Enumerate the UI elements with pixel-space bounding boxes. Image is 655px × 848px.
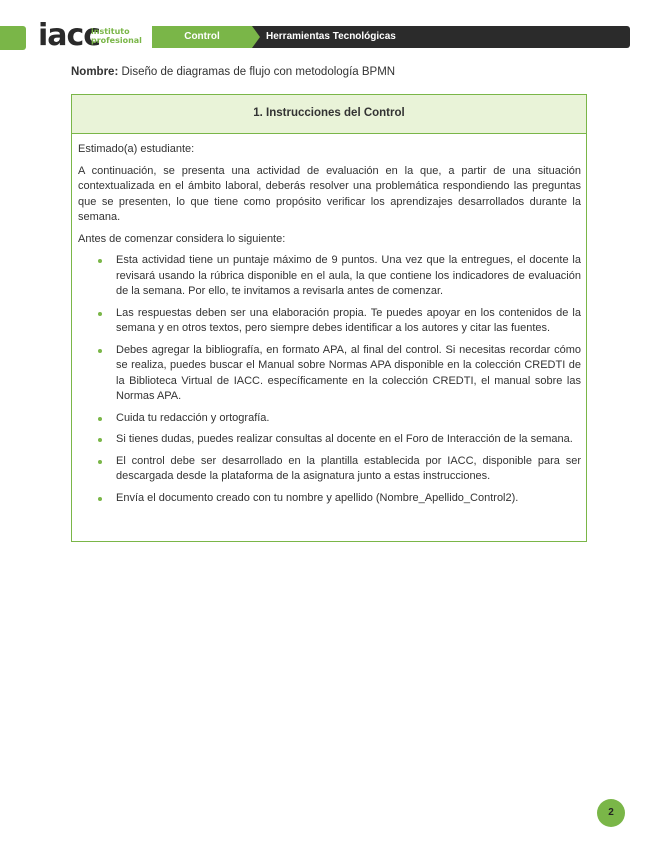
page-number-badge: 2 xyxy=(597,799,625,827)
logo-wordmark: iacc xyxy=(38,18,101,53)
nombre-value: Diseño de diagramas de flujo con metodología BPMN xyxy=(121,66,396,78)
greeting: Estimado(a) estudiante: xyxy=(78,143,195,155)
chevron-arrow-icon xyxy=(252,26,260,48)
logo-tagline xyxy=(91,27,142,45)
bullet-icon xyxy=(98,438,102,442)
list-item xyxy=(78,343,581,405)
list-item xyxy=(78,253,581,300)
list-item-text: El control debe ser desarrollado en la plantilla establecida por IACC, disponible para ser descargada desde la plataforma de la asignatura junto a estas instrucciones. xyxy=(116,454,581,482)
list-item xyxy=(78,306,581,337)
bullet-icon xyxy=(98,259,102,263)
list-item-text: Debes agregar la bibliografía, en formato APA, al final del control. Si necesitas recordar cómo se realiza, puedes buscar el Manual sobre Normas APA disponible en la colección CREDTI de la Biblioteca Virtual de IACC. específicamente en la colección CREDTI, el manual sobre las Normas APA. xyxy=(116,343,581,402)
logo-tagline-line2: profesional xyxy=(91,36,142,45)
page-header xyxy=(0,0,655,60)
list-item xyxy=(78,411,581,427)
instructions-title: 1. Instrucciones del Control xyxy=(72,95,586,134)
instructions-box xyxy=(71,94,587,542)
bullet-icon xyxy=(98,460,102,464)
logo-tagline-line1: instituto xyxy=(91,27,130,36)
document-name-line xyxy=(71,66,395,78)
bullet-icon xyxy=(98,497,102,501)
intro-paragraph: A continuación, se presenta una actividad de evaluación en la que, a partir de una situación contextualizada en el ámbito laboral, deberás resolver una problemática respondiendo las preguntas que se presenten, lo que tiene como propósito verificar los aprendizajes desarrollados durante la semana. xyxy=(78,164,581,223)
course-title: Herramientas Tecnológicas xyxy=(266,31,396,42)
list-item-text: Las respuestas deben ser una elaboración propia. Te puedes apoyar en los contenidos de la semana y en otros textos, pero siempre debes identificar a los autores y citar las fuentes. xyxy=(116,306,581,334)
nombre-label: Nombre: xyxy=(71,66,119,78)
bullet-icon xyxy=(98,417,102,421)
header-bar xyxy=(152,26,630,48)
list-item-text: Esta actividad tiene un puntaje máximo de 9 puntos. Una vez que la entregues, el docente la revisará usando la rúbrica disponible en el aula, la que contiene los indicadores de evaluación de la semana. Por ello, te invitamos a revisarla antes de comenzar. xyxy=(116,254,581,297)
list-item xyxy=(78,432,581,448)
list-item xyxy=(78,454,581,485)
list-item-text: Cuida tu redacción y ortografía. xyxy=(116,411,270,424)
instructions-body xyxy=(72,134,586,506)
list-item xyxy=(78,491,581,507)
bullet-icon xyxy=(98,349,102,353)
bullet-icon xyxy=(98,312,102,316)
list-item-text: Envía el documento creado con tu nombre y apellido (Nombre_Apellido_Control2). xyxy=(116,491,519,504)
instructions-list xyxy=(78,253,581,506)
control-label: Control xyxy=(184,31,220,42)
brand-square xyxy=(0,26,26,50)
list-item-text: Si tienes dudas, puedes realizar consultas al docente en el Foro de Interacción de la semana. xyxy=(116,433,573,445)
before-text: Antes de comenzar considera lo siguiente: xyxy=(78,232,286,245)
